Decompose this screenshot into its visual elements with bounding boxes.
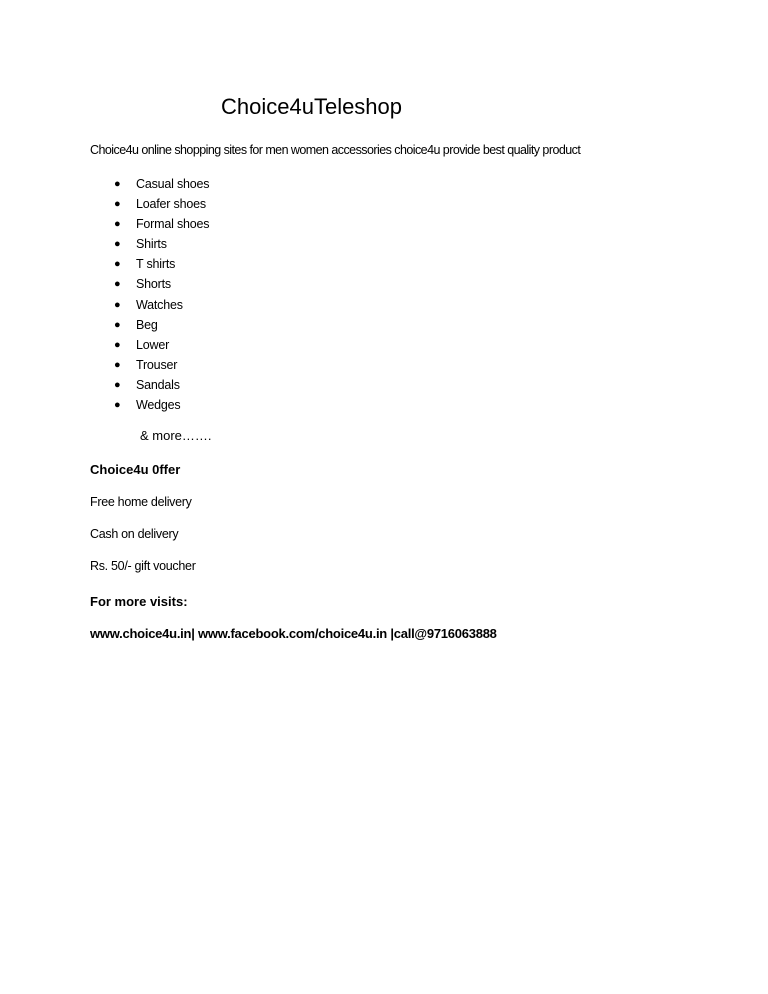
product-label: Beg [136,317,158,332]
product-label: Loafer shoes [136,197,206,212]
product-label: Sandals [136,377,180,392]
bullet-icon: ● [114,278,121,291]
bullet-icon: ● [114,178,121,190]
bullet-icon: ● [114,298,121,311]
bullet-icon: ● [114,238,121,251]
bullet-icon: ● [114,399,121,412]
product-label: Shirts [136,237,167,252]
offer-free-delivery: Free home delivery [90,495,192,509]
offer-gift-voucher: Rs. 50/- gift voucher [90,559,196,573]
bullet-icon: ● [114,358,121,371]
product-label: Shorts [136,277,171,292]
more-text: & more……. [140,428,212,443]
product-label: Formal shoes [136,217,210,232]
page-title: Choice4uTeleshop [221,94,403,119]
bullet-icon: ● [114,258,121,271]
bullet-icon: ● [114,218,121,231]
bullet-icon: ● [114,318,121,331]
offer-cash-on-delivery: Cash on delivery [90,527,179,541]
bullet-icon: ● [114,378,121,391]
product-label: Lower [136,337,170,352]
intro-paragraph: Choice4u online shopping sites for men women accessories choice4u provide best quality product [90,143,581,157]
product-label: T shirts [136,257,176,272]
product-label: Watches [136,297,183,312]
bullet-icon: ● [114,338,121,351]
bullet-icon: ● [114,198,121,211]
product-label: Wedges [136,398,181,413]
product-label: Casual shoes [136,177,210,191]
visits-heading: For more visits: [90,594,188,609]
contact-links: www.choice4u.in| www.facebook.com/choice4u.in |call@9716063888 [90,626,497,641]
offer-heading: Choice4u 0ffer [90,462,181,477]
product-label: Trouser [136,357,178,372]
